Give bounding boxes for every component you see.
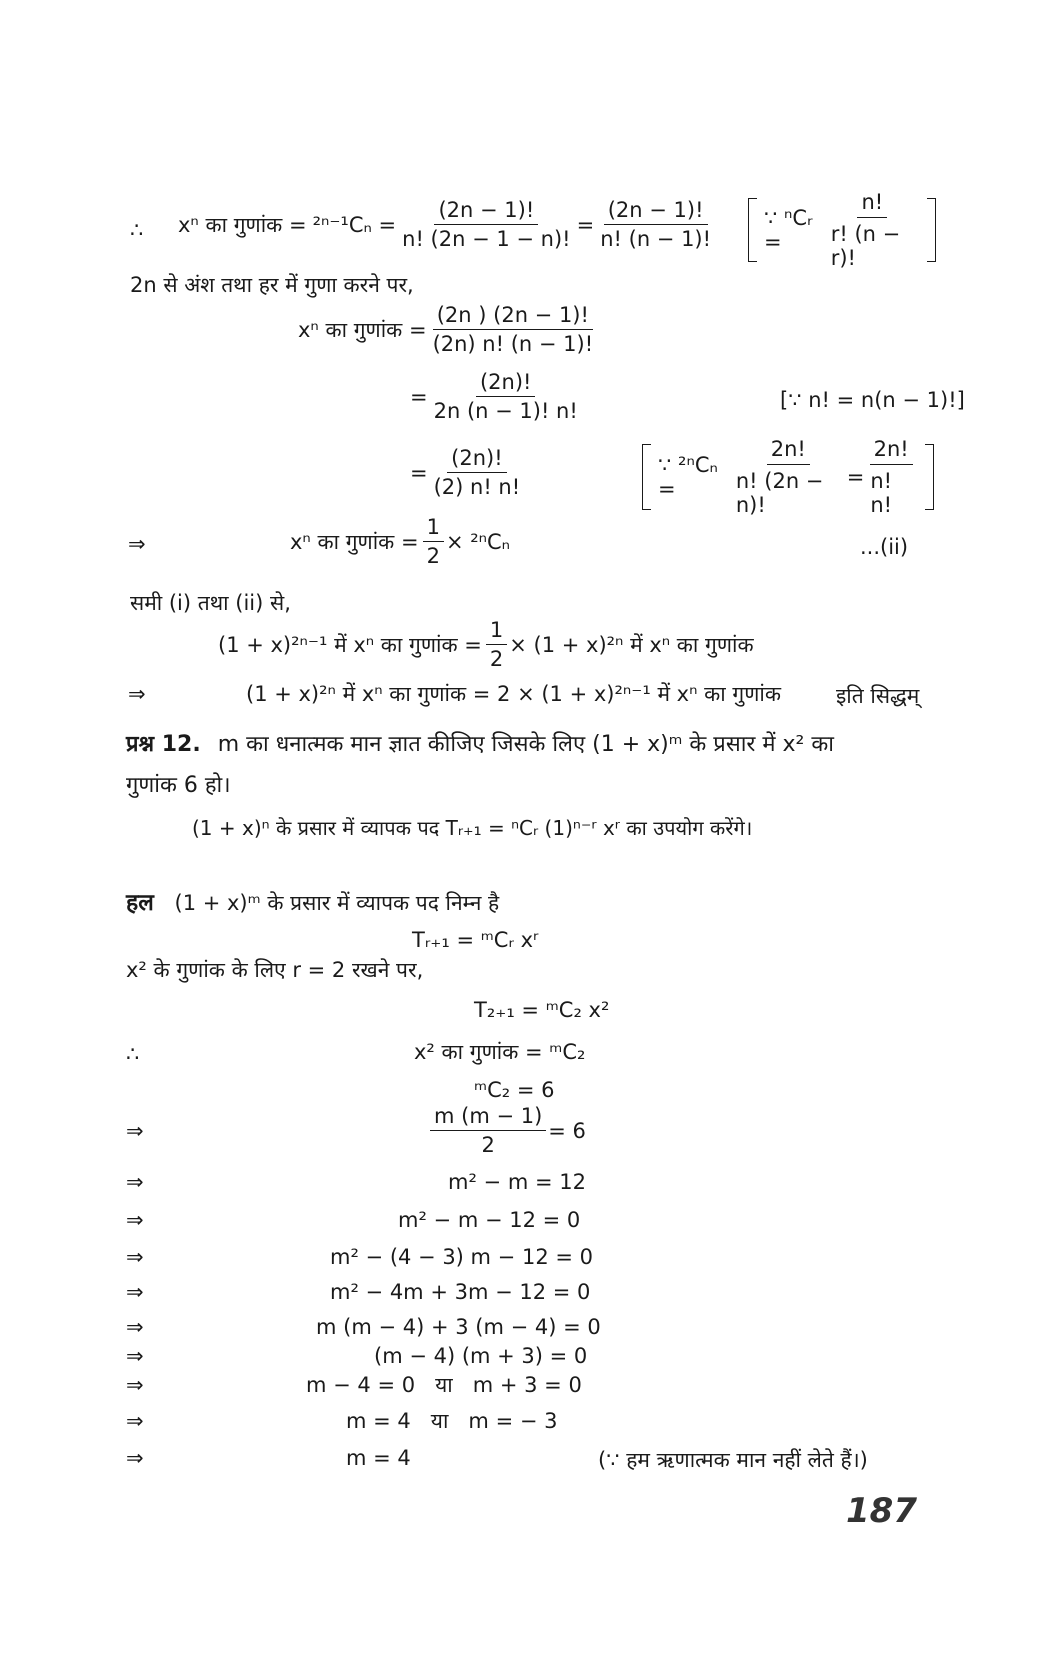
equals-sign: = — [576, 212, 595, 237]
page-number: 187 — [846, 1491, 917, 1531]
coefficient-label: xⁿ का गुणांक = — [298, 317, 427, 342]
hint-text: (1 + x)ⁿ के प्रसार में व्यापक पद Tᵣ₊₁ = ⁿCᵣ (1)ⁿ⁻ʳ xʳ का उपयोग करेंगे। — [192, 816, 753, 840]
equation-line — [298, 305, 599, 355]
equals-sign: = — [410, 460, 428, 485]
fraction-denominator: 2 — [426, 544, 440, 568]
fraction — [430, 372, 582, 422]
fraction — [486, 620, 507, 670]
reason-text: [∵ n! = n(n − 1)!] — [780, 388, 965, 412]
fraction-numerator: (2n ) (2n − 1)! — [433, 305, 593, 330]
fraction — [430, 448, 525, 498]
coefficient-label: × (1 + x)²ⁿ में xⁿ का गुणांक — [509, 632, 754, 657]
equation-line-1 — [178, 200, 717, 250]
fraction-denominator: n! n! — [870, 469, 893, 517]
coefficient-label: xⁿ का गुणांक = — [290, 529, 419, 554]
solution-text: (1 + x)ᵐ के प्रसार में व्यापक पद निम्न है — [174, 891, 500, 915]
fraction-denominator: (2) n! n! — [433, 475, 521, 499]
fraction — [430, 1106, 546, 1156]
implies-arrow: ⇒ — [126, 1446, 144, 1470]
implies-arrow: ⇒ — [126, 1315, 144, 1339]
fraction-denominator: 2n (n − 1)! n! — [433, 399, 578, 423]
equation-tag: ...(ii) — [860, 535, 909, 559]
fraction — [827, 190, 918, 270]
implies-arrow: ⇒ — [126, 1208, 144, 1232]
therefore-symbol: ∴ — [126, 1042, 140, 1066]
implies-arrow: ⇒ — [126, 1373, 144, 1397]
equation-line: m = 4 — [346, 1446, 411, 1470]
equation-rhs: = 6 — [548, 1118, 586, 1143]
implies-arrow: ⇒ — [128, 682, 146, 706]
equation-line: m − 4 = 0 या m + 3 = 0 — [306, 1373, 582, 1397]
fraction-denominator: 2 — [481, 1133, 495, 1157]
fraction — [429, 305, 598, 355]
therefore-symbol: ∴ — [130, 218, 144, 242]
equation-line: (1 + x)²ⁿ में xⁿ का गुणांक = 2 × (1 + x)²ⁿ⁻¹ में xⁿ का गुणांक — [246, 682, 781, 706]
equals-sign: = — [846, 465, 865, 489]
coefficient-label: (1 + x)²ⁿ⁻¹ में xⁿ का गुणांक = — [218, 632, 482, 657]
fraction-denominator: n! (2n − n)! — [735, 469, 824, 517]
equation-line: m² − m = 12 — [448, 1170, 586, 1194]
solution-line — [126, 892, 499, 915]
equation-line: ᵐC₂ = 6 — [474, 1078, 555, 1102]
equation-line — [428, 1106, 586, 1156]
question-text: गुणांक 6 हो। — [126, 773, 231, 798]
equation-line — [218, 620, 754, 670]
equation-line — [290, 517, 510, 567]
equation-line: m = 4 या m = − 3 — [346, 1409, 558, 1433]
fraction-numerator: (2n)! — [447, 448, 506, 473]
fraction-denominator: 2 — [489, 647, 504, 671]
reason-bracket — [642, 437, 934, 517]
fraction-numerator: n! — [857, 190, 887, 218]
fraction-numerator: 2n! — [767, 437, 810, 465]
equals-sign: = — [410, 384, 428, 409]
fraction — [398, 200, 574, 250]
fraction — [423, 517, 444, 567]
implies-arrow: ⇒ — [126, 1245, 144, 1269]
equation-line: T₂₊₁ = ᵐC₂ x² — [474, 998, 610, 1022]
fraction-numerator: m (m − 1) — [430, 1106, 546, 1131]
implies-arrow: ⇒ — [126, 1119, 144, 1143]
implies-arrow: ⇒ — [126, 1409, 144, 1433]
text-line: 2n से अंश तथा हर में गुणा करने पर, — [130, 273, 414, 297]
text-line: समी (i) तथा (ii) से, — [130, 591, 291, 615]
fraction — [866, 437, 916, 517]
fraction-numerator: (2n)! — [476, 372, 535, 397]
equation-line: Tᵣ₊₁ = ᵐCᵣ xʳ — [412, 928, 539, 952]
implies-arrow: ⇒ — [128, 532, 146, 556]
qed-text: इति सिद्धम् — [836, 684, 920, 708]
coefficient-label: xⁿ का गुणांक = — [178, 212, 307, 237]
reason-bracket — [748, 190, 936, 270]
fraction — [732, 437, 845, 517]
implies-arrow: ⇒ — [126, 1344, 144, 1368]
fraction-numerator: (2n − 1)! — [434, 200, 538, 225]
fraction-numerator: 1 — [423, 517, 444, 542]
equation-line: x² का गुणांक = ᵐC₂ — [414, 1040, 586, 1064]
combination-term: × ²ⁿCₙ — [445, 529, 511, 554]
reason-text: ∵ ²ⁿCₙ = — [658, 453, 718, 501]
equation-line — [410, 372, 584, 422]
fraction-numerator: (2n − 1)! — [604, 200, 708, 225]
fraction-numerator: 2n! — [870, 437, 913, 465]
equation-line — [410, 448, 526, 498]
question-line — [126, 734, 834, 756]
solution-label: हल — [126, 890, 154, 916]
equation-line: m² − m − 12 = 0 — [398, 1208, 581, 1232]
fraction-denominator: n! (2n − 1 − n)! — [402, 227, 571, 251]
equation-line: m² − 4m + 3m − 12 = 0 — [330, 1280, 591, 1304]
question-text: m का धनात्मक मान ज्ञात कीजिए जिसके लिए (1 + x)ᵐ के प्रसार में x² का — [217, 732, 834, 757]
question-label: प्रश्न 12. — [126, 732, 201, 757]
equation-line: (m − 4) (m + 3) = 0 — [374, 1344, 588, 1368]
equation-line: m² − (4 − 3) m − 12 = 0 — [330, 1245, 593, 1269]
reason-text: (∵ हम ऋणात्मक मान नहीं लेते हैं।) — [598, 1448, 868, 1472]
implies-arrow: ⇒ — [126, 1170, 144, 1194]
combination-term: ²ⁿ⁻¹Cₙ = — [312, 212, 397, 237]
text-line: x² के गुणांक के लिए r = 2 रखने पर, — [126, 958, 424, 982]
implies-arrow: ⇒ — [126, 1280, 144, 1304]
fraction-denominator: n! (n − 1)! — [600, 227, 712, 251]
fraction-numerator: 1 — [486, 620, 507, 645]
fraction — [596, 200, 715, 250]
reason-text: ∵ ⁿCᵣ = — [764, 206, 813, 254]
fraction-denominator: (2n) n! (n − 1)! — [432, 332, 594, 356]
fraction-denominator: r! (n − r)! — [830, 222, 901, 270]
equation-line: m (m − 4) + 3 (m − 4) = 0 — [316, 1315, 601, 1339]
